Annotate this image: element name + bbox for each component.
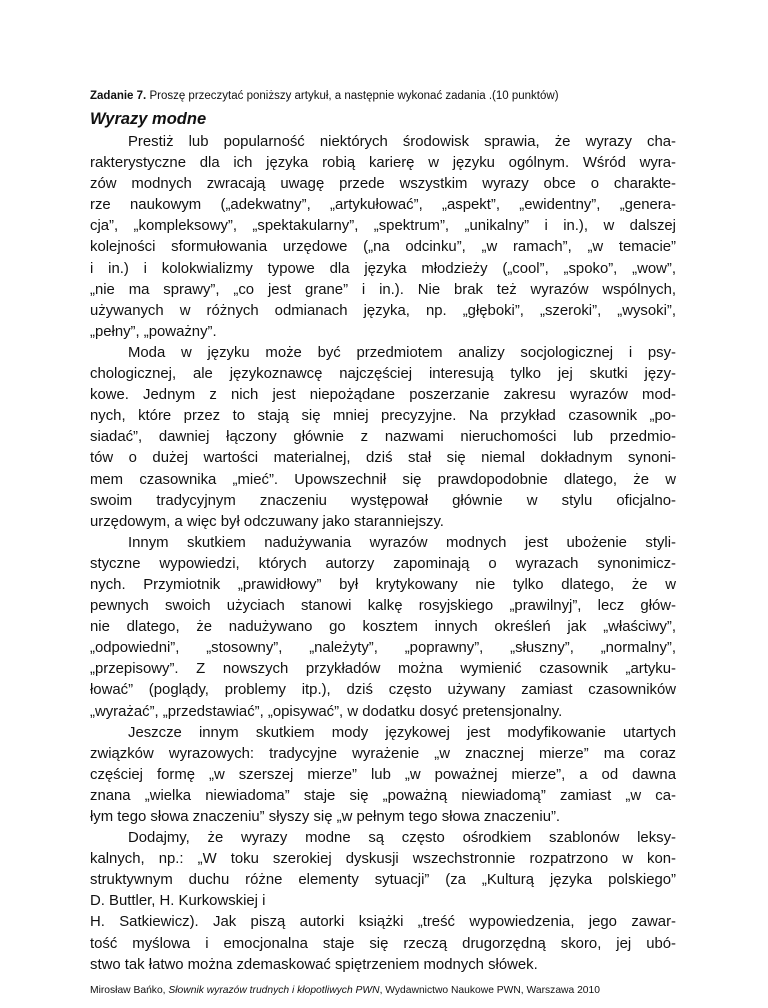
paragraph-line: tów o dużej wartości materialnej, dziś stał się niemal dokładnym synoni- — [90, 450, 676, 467]
paragraph-line: kowe. Jednym z nich jest niepożądane poszerzanie zakresu wyrazów mod- — [90, 387, 676, 404]
paragraph-line: H. Satkiewicz). Jak piszą autorki książki „treść wypowiedzenia, jego zawar- — [90, 914, 676, 931]
task-text: Proszę przeczytać poniższy artykuł, a następnie wykonać zadania .(10 punktów) — [146, 90, 559, 102]
paragraph-line: stwo tak łatwo można zdemaskować spiętrzeniem modnych słówek. — [90, 956, 538, 973]
paragraph-line: Moda w języku może być przedmiotem analizy socjologicznej i psy- — [128, 344, 676, 361]
paragraph-line: i in.) i kolokwializmy typowe dla języka młodzieży („cool”, „spoko”, „wow”, — [90, 260, 676, 277]
task-instruction — [90, 88, 676, 104]
paragraph-line: „odpowiedni”, „stosowny”, „należyty”, „poprawny”, „słuszny”, „normalny”, — [90, 640, 676, 657]
paragraph-line: urzędowym, a więc był odczuwany jako staranniejszy. — [90, 513, 444, 530]
paragraph-line: chologicznej, ale językoznawcę najczęściej interesują tylko jej skutki języ- — [90, 366, 676, 383]
source-citation — [90, 984, 676, 998]
citation-publisher: , Wydawnictwo Naukowe PWN, Warszawa 2010 — [379, 984, 600, 996]
paragraph-line: „przepisowy”. Z nowszych przykładów można wymienić czasownik „artyku- — [90, 661, 676, 678]
paragraph-line: łym tego słowa znaczeniu” słyszy się „w pełnym tego słowa znaczeniu”. — [90, 809, 561, 825]
article-title: Wyrazy modne — [90, 110, 207, 128]
paragraph-line: Prestiż lub popularność niektórych środowisk sprawia, że wyrazy cha- — [128, 134, 676, 150]
article-paragraph — [90, 533, 676, 723]
paragraph-line: styczne wypowiedzi, których autorzy zapominają o wyrazach synonimicz- — [90, 555, 676, 572]
paragraph-line: „wyrażać”, „przedstawiać”, „opisywać”, w dodatku dosyć pretensjonalny. — [90, 703, 563, 720]
paragraph-line: rakterystyczne dla ich języka robią karierę w języku ogólnym. Wśród wyra- — [90, 155, 676, 172]
paragraph-line: łować” (poglądy, problemy itp.), dziś często używany zamiast czasowników — [90, 682, 676, 699]
paragraph-line: tość myślowa i emocjonalna staje się rzeczą drugorzędną skoro, jej ubó- — [90, 935, 676, 952]
article-paragraph — [90, 828, 676, 912]
paragraph-line: Dodajmy, że wyrazy modne są często ośrodkiem szablonów leksy- — [128, 830, 676, 847]
paragraph-line: „pełny”, „poważny”. — [90, 323, 217, 340]
paragraph-line: Innym skutkiem nadużywania wyrazów modnych jest ubożenie styli- — [128, 534, 676, 551]
paragraph-line: Jeszcze innym skutkiem mody językowej jest modyfikowanie utartych — [128, 724, 676, 741]
paragraph-line: rze naukowym („adekwatny”, „artykułować”, „aspekt”, „ewidentny”, „genera- — [90, 197, 676, 214]
citation-author: Mirosław Bańko, — [90, 984, 169, 996]
paragraph-line: siadać”, dawniej łączony głównie z nazwami nieruchomości lub przedmio- — [90, 429, 676, 446]
paragraph-line: znana „wielka niewiadoma” staje się „poważną niewiadomą” zamiast „w ca- — [90, 787, 676, 804]
paragraph-line: „nie ma sprawy”, „co jest grane” i in.). Nie brak też wyrazów wspólnych, — [90, 281, 676, 298]
task-label: Zadanie 7. — [90, 90, 147, 102]
article-paragraph — [90, 912, 676, 975]
document-page — [90, 88, 676, 1008]
paragraph-line: związków wyrazowych: tradycyjne wyrażenie „w znacznej mierze” ma coraz — [90, 745, 676, 762]
paragraph-line: nie dlatego, że nadużywano go kosztem innych określeń jak „właściwy”, — [90, 619, 676, 636]
paragraph-line: częściej formę „w szerszej mierze” lub „w poważnej mierze”, a od dawna — [90, 766, 676, 783]
article-paragraph — [90, 723, 676, 828]
paragraph-line: struktywnym duchu różne elementy sytuacji” (za „Kulturą języka polskiego” — [90, 872, 676, 889]
paragraph-line: używanych w różnych odmianach języka, np. „głęboki”, „szeroki”, „wysoki”, — [90, 302, 676, 319]
paragraph-line: nych, które przez to stają się mniej precyzyjne. Na przykład czasownik „po- — [90, 408, 676, 425]
article-paragraph — [90, 132, 676, 343]
article-body — [90, 132, 676, 976]
paragraph-line: mem czasownika „mieć”. Upowszechnił się prawdopodobnie dlatego, że w — [90, 471, 676, 488]
paragraph-line: swoim tradycyjnym znaczeniu występował głównie w stylu oficjalno- — [90, 492, 676, 509]
article-paragraph — [90, 343, 676, 533]
paragraph-line: D. Buttler, H. Kurkowskiej i — [90, 893, 266, 910]
paragraph-line: pewnych swoich użyciach stanowi kalkę rosyjskiego „prawilnyj”, lecz głów- — [90, 598, 676, 615]
paragraph-line: nych. Przymiotnik „prawidłowy” był krytykowany nie tylko dlatego, że w — [90, 576, 676, 593]
paragraph-line: kalnych, np.: „W toku szerokiej dyskusji wszechstronnie rozpatrzono w kon- — [90, 851, 676, 868]
paragraph-line: cja”, „kompleksowy”, „spektakularny”, „spektrum”, „unikalny” i in.), w dalszej — [90, 218, 676, 235]
paragraph-line: kolejności sformułowania urzędowe („na odcinku”, „w ramach”, „w temacie” — [90, 239, 676, 256]
citation-book-title: Słownik wyrazów trudnych i kłopotliwych PWN — [168, 984, 380, 996]
paragraph-line: zów modnych zwracają uwagę przede wszystkim wyrazy obce o charakte- — [90, 176, 676, 193]
